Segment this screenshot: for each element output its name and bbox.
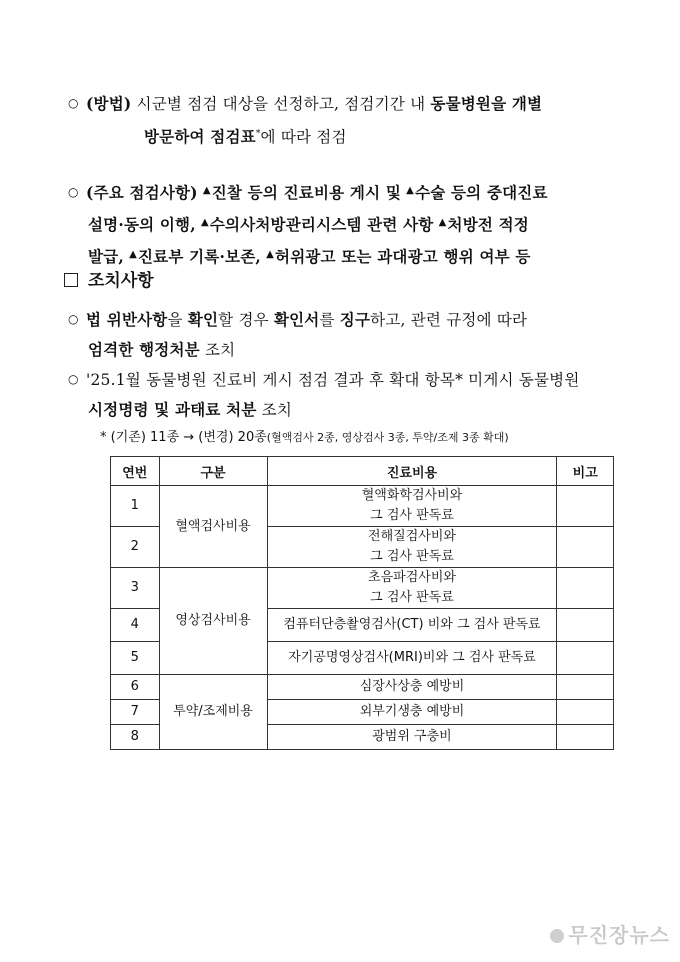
circle-bullet-icon: ○: [68, 96, 79, 110]
watermark-text: 무진장뉴스: [568, 923, 670, 947]
action2-text1: '25.1월 동물병원 진료비 게시 점검 결과 후 확대 항목* 미게시 동물병원: [86, 371, 580, 389]
row-number: 7: [111, 700, 160, 725]
action2-text2: 조치: [256, 401, 293, 419]
inspection-item-2: 수술 등의 중대진료: [415, 183, 548, 202]
method-bullet: [68, 88, 628, 152]
cost-line: 그 검사 판독료: [370, 508, 454, 523]
cost-cell: 광범위 구충비: [267, 725, 557, 750]
footnote: [100, 426, 509, 450]
group-label: 투약/조제비용: [159, 675, 267, 750]
triangle-icon: ▲: [406, 185, 415, 196]
cost-line: 혈액화학검사비와: [361, 488, 463, 503]
action1-bold1: 법 위반사항: [86, 310, 168, 329]
cost-cell: [267, 527, 557, 568]
section-title: 조치사항: [88, 271, 154, 291]
table-header-row: [111, 457, 614, 486]
row-number: 2: [111, 527, 160, 568]
method-label: (방법): [86, 94, 132, 113]
action1-bold4: 징구: [339, 310, 371, 329]
cost-cell: 심장사상충 예방비: [267, 675, 557, 700]
group-label: 영상검사비용: [159, 568, 267, 675]
triangle-icon: ▲: [202, 185, 211, 196]
note-cell: [557, 609, 614, 642]
cost-cell: 외부기생충 예방비: [267, 700, 557, 725]
inspection-item-2b: 설명·동의 이행,: [88, 215, 196, 234]
action1-text5: 조치: [199, 341, 236, 359]
triangle-icon: ▲: [438, 217, 447, 228]
circle-bullet-icon: ○: [68, 312, 79, 326]
method-text-2: 에 따라 점검: [260, 128, 347, 146]
row-number: 5: [111, 642, 160, 675]
cost-cell: [267, 568, 557, 609]
row-number: 4: [111, 609, 160, 642]
section-heading: [64, 266, 154, 296]
cost-cell: 컴퓨터단층촬영검사(CT) 비와 그 검사 판독료: [267, 609, 557, 642]
inspection-item-1: 진찰 등의 진료비용 게시 및: [211, 183, 402, 202]
inspection-item-6: 허위광고 또는 과대광고 행위 여부 등: [275, 247, 531, 266]
method-bold-2: 방문하여 점검표: [144, 127, 256, 146]
circle-bullet-icon: ○: [68, 372, 79, 386]
group-label: 혈액검사비용: [159, 486, 267, 568]
cost-line: 그 검사 판독료: [370, 549, 454, 564]
note-cell: [557, 700, 614, 725]
row-number: 8: [111, 725, 160, 750]
action2-bold1: 시정명령 및 과태료 처분: [88, 400, 257, 419]
cost-cell: 자기공명영상검사(MRI)비와 그 검사 판독료: [267, 642, 557, 675]
inspection-item-4b: 발급,: [88, 247, 124, 266]
footnote-main: * (기존) 11종 → (변경) 20종: [100, 430, 267, 445]
footnote-detail: (혈액검사 2종, 영상검사 3종, 투약/조제 3종 확대): [266, 431, 509, 444]
method-text: 시군별 점검 대상을 선정하고, 점검기간 내: [131, 95, 431, 113]
row-number: 6: [111, 675, 160, 700]
method-bold: 동물병원을 개별: [430, 94, 543, 113]
inspection-label: (주요 점검사항): [86, 183, 198, 202]
triangle-icon: ▲: [266, 249, 275, 260]
action1-text1: 을: [167, 311, 188, 329]
note-cell: [557, 486, 614, 527]
cost-cell: [267, 486, 557, 527]
watermark: [550, 919, 670, 948]
action1-bold2: 확인: [187, 310, 219, 329]
circle-bullet-icon: ○: [68, 185, 79, 199]
table-row: [111, 675, 614, 700]
action1-text3: 를: [319, 311, 340, 329]
action1-bold5: 엄격한 행정처분: [88, 340, 200, 359]
action1-text2: 할 경우: [218, 311, 274, 329]
header-note: 비고: [557, 457, 614, 486]
note-cell: [557, 642, 614, 675]
header-no: 연번: [111, 457, 160, 486]
cost-line: 전해질검사비와: [368, 529, 456, 544]
cost-table: [110, 456, 614, 750]
row-number: 1: [111, 486, 160, 527]
row-number: 3: [111, 568, 160, 609]
cost-line: 초음파검사비와: [368, 570, 456, 585]
table-row: [111, 486, 614, 527]
table-row: [111, 568, 614, 609]
header-category: 구분: [159, 457, 267, 486]
inspection-item-5: 진료부 기록·보존,: [137, 247, 261, 266]
square-bullet-icon: [64, 273, 78, 287]
inspection-item-3: 수의사처방관리시스템 관련 사항: [209, 215, 434, 234]
action1-text4: 하고, 관련 규정에 따라: [370, 311, 528, 329]
triangle-icon: ▲: [200, 217, 209, 228]
note-cell: [557, 675, 614, 700]
method-asterisk: *: [255, 129, 261, 139]
action-bullet-1: [68, 304, 628, 365]
inspection-item-4: 처방전 적정: [447, 215, 529, 234]
note-cell: [557, 568, 614, 609]
note-cell: [557, 725, 614, 750]
cost-line: 그 검사 판독료: [370, 590, 454, 605]
triangle-icon: ▲: [129, 249, 137, 260]
note-cell: [557, 527, 614, 568]
action1-bold3: 확인서: [273, 310, 320, 329]
action-bullet-2: [68, 364, 628, 425]
header-cost: 진료비용: [267, 457, 557, 486]
watermark-logo-icon: [550, 929, 564, 943]
inspection-items-bullet: [68, 176, 628, 272]
